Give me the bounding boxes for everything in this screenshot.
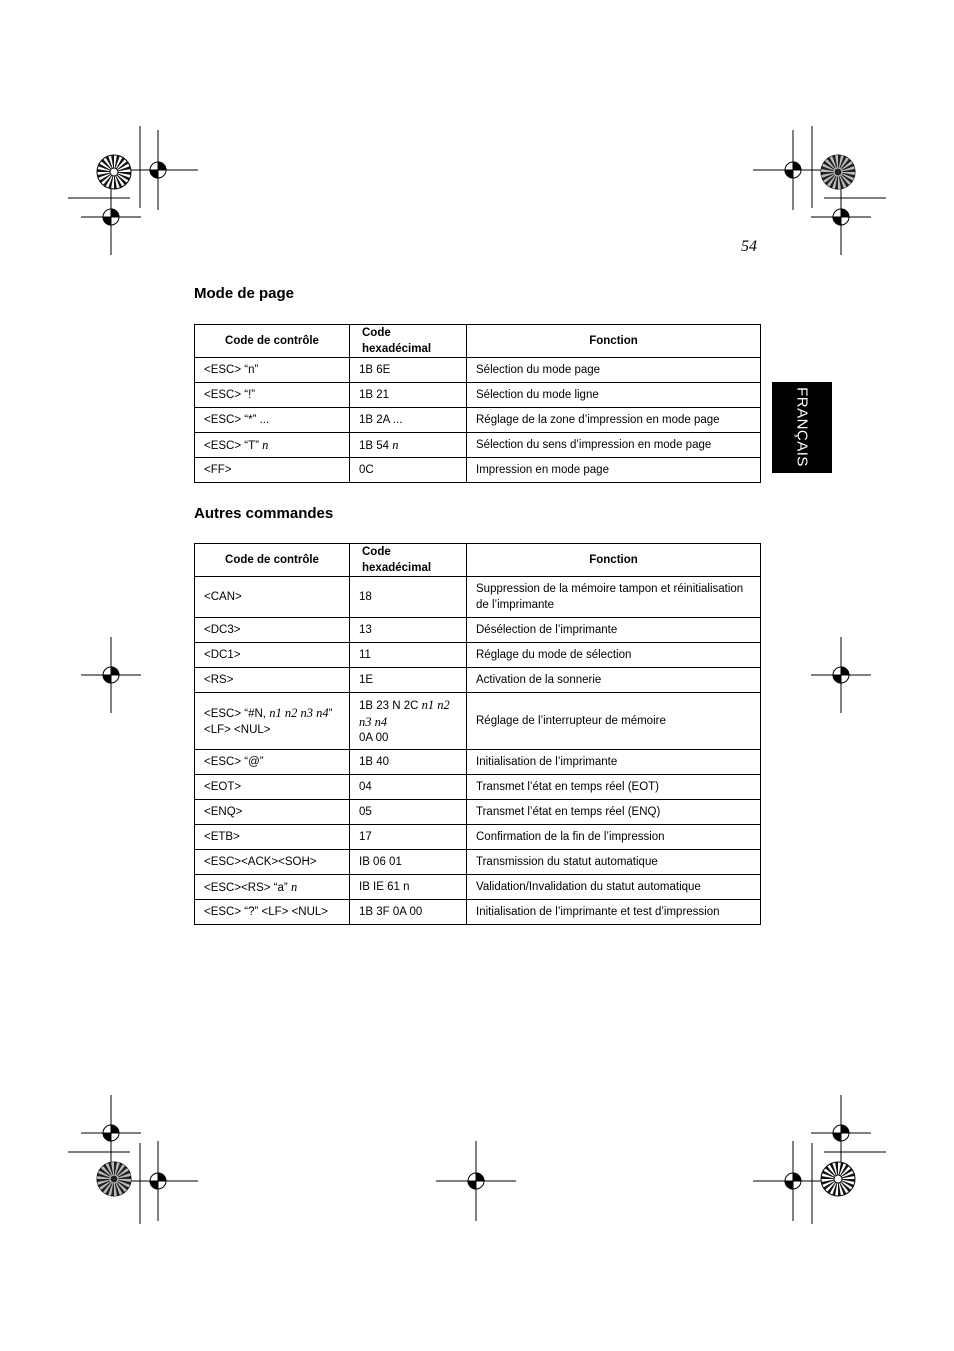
hex-code-cell: 11 — [350, 643, 467, 668]
starburst-target-icon — [821, 1162, 855, 1196]
function-cell: Réglage du mode de sélection — [467, 643, 761, 668]
code-text: <ESC><RS> “a” — [204, 881, 291, 894]
control-code-cell: <DC3> — [195, 618, 350, 643]
column-header: Fonction — [467, 325, 761, 358]
hex-code-cell: 18 — [350, 577, 467, 618]
table-row — [195, 850, 761, 875]
function-cell: Réglage de l’interrupteur de mémoire — [467, 693, 761, 750]
table-row — [195, 383, 761, 408]
function-cell: Transmet l’état en temps réel (ENQ) — [467, 800, 761, 825]
table-row — [195, 643, 761, 668]
code-variable: n — [290, 879, 298, 894]
table-row — [195, 668, 761, 693]
table-header-row — [195, 544, 761, 577]
hex-code-cell — [350, 433, 467, 458]
function-cell: Réglage de la zone d’impression en mode page — [467, 408, 761, 433]
hex-code-cell — [350, 693, 467, 750]
hex-code-cell: IB IE 61 n — [350, 875, 467, 900]
function-cell: Désélection de l’imprimante — [467, 618, 761, 643]
hex-code-cell: 05 — [350, 800, 467, 825]
section-title-autres-commandes: Autres commandes — [194, 505, 334, 522]
table-row — [195, 358, 761, 383]
function-cell: Transmission du statut automatique — [467, 850, 761, 875]
code-line: <LF> <NUL> — [204, 723, 271, 736]
column-header: Code de contrôle — [195, 325, 350, 358]
hex-code-cell: 13 — [350, 618, 467, 643]
column-header: Code hexadécimal — [350, 544, 467, 577]
code-text: <ESC> “#N, — [204, 707, 270, 720]
code-text: ” — [328, 707, 333, 720]
control-code-cell: <ESC> “@” — [195, 750, 350, 775]
starburst-target-icon — [821, 155, 855, 189]
control-code-cell: <ENQ> — [195, 800, 350, 825]
table-row — [195, 775, 761, 800]
table-row — [195, 577, 761, 618]
function-cell: Transmet l’état en temps réel (EOT) — [467, 775, 761, 800]
table-row — [195, 693, 761, 750]
hex-line: 0A 00 — [359, 731, 389, 744]
hex-code-cell: 1B 6E — [350, 358, 467, 383]
hex-line: n3 n4 — [359, 714, 388, 729]
table-row — [195, 825, 761, 850]
control-code-cell: <ESC> “n” — [195, 358, 350, 383]
control-code-cell: <RS> — [195, 668, 350, 693]
hex-variable: n1 n2 — [421, 697, 450, 712]
function-cell: Suppression de la mémoire tampon et réinitialisation de l’imprimante — [467, 577, 761, 618]
hex-code-cell: 04 — [350, 775, 467, 800]
function-cell: Sélection du mode page — [467, 358, 761, 383]
table-row — [195, 800, 761, 825]
control-code-cell: <EOT> — [195, 775, 350, 800]
page-mode-table — [194, 324, 761, 483]
control-code-cell: <ESC> “!” — [195, 383, 350, 408]
function-cell: Activation de la sonnerie — [467, 668, 761, 693]
hex-code-cell: 0C — [350, 458, 467, 483]
function-cell: Initialisation de l’imprimante — [467, 750, 761, 775]
language-tab — [772, 382, 832, 473]
control-code-cell: <CAN> — [195, 577, 350, 618]
hex-text: 1B 54 — [359, 439, 393, 452]
control-code-cell — [195, 875, 350, 900]
code-variable: n1 n2 n3 n4 — [269, 705, 329, 720]
page-number: 54 — [741, 238, 757, 255]
table-row — [195, 875, 761, 900]
function-cell: Initialisation de l’imprimante et test d’impression — [467, 900, 761, 925]
control-code-cell — [195, 693, 350, 750]
hex-code-cell: IB 06 01 — [350, 850, 467, 875]
code-line — [204, 705, 340, 722]
code-variable: n — [262, 437, 269, 452]
function-cell: Validation/Invalidation du statut automatique — [467, 875, 761, 900]
hex-code-cell: 1B 21 — [350, 383, 467, 408]
function-cell: Confirmation de la fin de l’impression — [467, 825, 761, 850]
table-header-row — [195, 325, 761, 358]
language-tab-label: FRANÇAIS — [793, 387, 811, 467]
hex-code-cell: 1B 2A ... — [350, 408, 467, 433]
function-cell: Sélection du mode ligne — [467, 383, 761, 408]
control-code-cell — [195, 433, 350, 458]
column-header: Fonction — [467, 544, 761, 577]
control-code-cell: <FF> — [195, 458, 350, 483]
hex-code-cell: 17 — [350, 825, 467, 850]
control-code-cell: <ESC> “?” <LF> <NUL> — [195, 900, 350, 925]
hex-code-cell: 1B 3F 0A 00 — [350, 900, 467, 925]
table-row — [195, 750, 761, 775]
table-row — [195, 458, 761, 483]
control-code-cell: <DC1> — [195, 643, 350, 668]
control-code-cell: <ESC><ACK><SOH> — [195, 850, 350, 875]
control-code-cell: <ETB> — [195, 825, 350, 850]
code-text: <ESC> “T” — [204, 439, 263, 452]
column-header: Code de contrôle — [195, 544, 350, 577]
starburst-target-icon — [97, 1162, 131, 1196]
hex-variable: n — [392, 437, 399, 452]
hex-line — [359, 697, 457, 714]
table-row — [195, 900, 761, 925]
hex-text: 1B 23 N 2C — [359, 699, 422, 712]
table-row — [195, 618, 761, 643]
starburst-target-icon — [97, 155, 131, 189]
hex-code-cell: 1B 40 — [350, 750, 467, 775]
hex-code-cell: 1E — [350, 668, 467, 693]
table-row — [195, 408, 761, 433]
function-cell: Impression en mode page — [467, 458, 761, 483]
other-commands-table — [194, 543, 761, 925]
control-code-cell: <ESC> “*” ... — [195, 408, 350, 433]
section-title-mode-de-page: Mode de page — [194, 285, 295, 302]
column-header: Code hexadécimal — [350, 325, 467, 358]
table-row — [195, 433, 761, 458]
function-cell: Sélection du sens d’impression en mode page — [467, 433, 761, 458]
